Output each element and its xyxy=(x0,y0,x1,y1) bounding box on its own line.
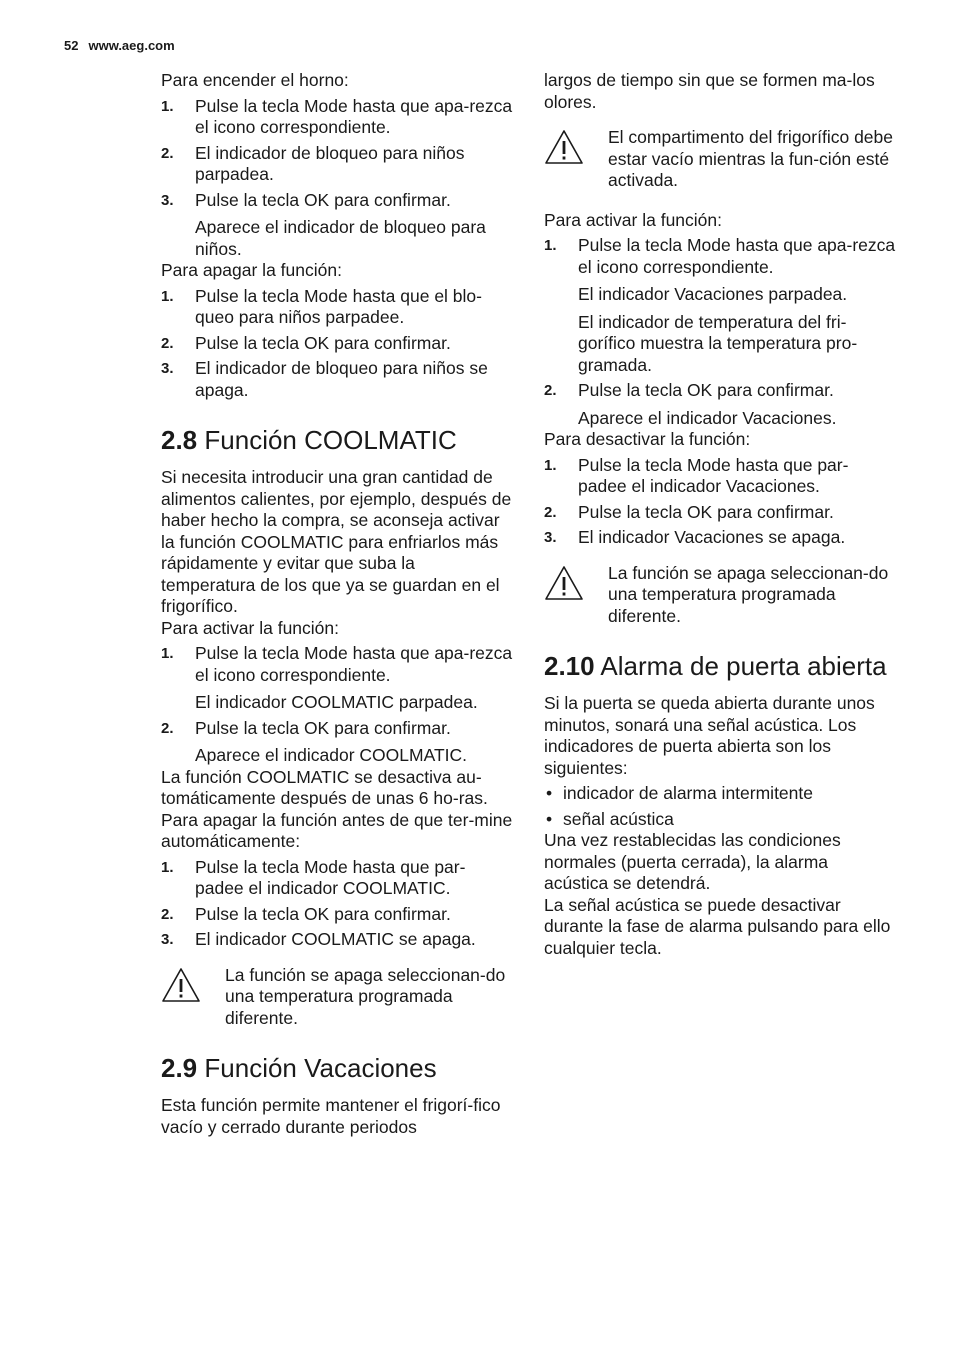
paragraph: La función COOLMATIC se desactiva au-tomáticamente después de unas 6 ho-ras. xyxy=(161,766,488,808)
left-column xyxy=(161,70,513,1138)
paragraph: Para activar la función: xyxy=(544,209,723,230)
list-item: 1. Pulse la tecla Mode hasta que apa-rezca el icono correspondiente. xyxy=(161,643,513,685)
warning-note: La función se apaga seleccionan-do una temperatura programada diferente. xyxy=(544,563,896,628)
list-item: 3. El indicador COOLMATIC se apaga. xyxy=(161,929,476,949)
page-number: 52 xyxy=(64,38,79,53)
list-item: 2. Pulse la tecla OK para confirmar. xyxy=(544,380,834,400)
paragraph: La señal acústica se puede desactivar durante la fase de alarma pulsando para ello cualquier tecla. xyxy=(544,894,891,958)
list-item: 2. Pulse la tecla OK para confirmar. xyxy=(161,717,451,738)
list-item: 2. El indicador de bloqueo para niños parpadea. xyxy=(161,142,465,184)
paragraph: Para desactivar la función: xyxy=(544,429,751,449)
warning-note: La función se apaga seleccionan-do una temperatura programada diferente. xyxy=(161,965,513,1030)
paragraph: Para activar la función: xyxy=(161,617,340,638)
paragraph: Una vez restablecidas las condiciones normales (puerta cerrada), la alarma acústica se detendrá. xyxy=(544,830,841,893)
warning-triangle-icon xyxy=(544,129,584,165)
step-note: El indicador de temperatura del fri-gorífico muestra la temperatura pro-gramada. xyxy=(578,311,858,375)
list-item: 2. Pulse la tecla OK para confirmar. xyxy=(161,332,451,353)
paragraph: Para apagar la función: xyxy=(161,260,342,280)
paragraph: largos de tiempo sin que se formen ma-los olores. xyxy=(544,70,875,112)
step-note: Aparece el indicador COOLMATIC. xyxy=(195,745,468,765)
list-item: 1. Pulse la tecla Mode hasta que par-padee el indicador Vacaciones. xyxy=(544,454,849,496)
section-heading-vacaciones: 2.9 Función Vacaciones xyxy=(161,1053,437,1083)
list-item: 2. Pulse la tecla OK para confirmar. xyxy=(544,501,834,522)
paragraph: Esta función permite mantener el frigorí-fico vacío y cerrado durante periodos xyxy=(161,1095,501,1137)
list-item: 3. El indicador de bloqueo para niños se apaga. xyxy=(161,358,488,400)
section-heading-alarma: 2.10 Alarma de puerta abierta xyxy=(544,651,887,681)
step-note: Aparece el indicador de bloqueo para niños. xyxy=(195,217,486,259)
step-note: Aparece el indicador Vacaciones. xyxy=(578,407,837,428)
list-item: 1. Pulse la tecla Mode hasta que apa-rezca el icono correspondiente. xyxy=(544,235,896,277)
right-column xyxy=(544,70,896,959)
warning-note: El compartimento del frigorífico debe estar vacío mientras la fun-ción esté activada. xyxy=(544,127,896,192)
list-item: 1. Pulse la tecla Mode hasta que el blo-queo para niños parpadee. xyxy=(161,285,482,327)
list-item: 2. Pulse la tecla OK para confirmar. xyxy=(161,903,451,924)
list-item: 3. El indicador Vacaciones se apaga. xyxy=(544,527,846,547)
paragraph: Si la puerta se queda abierta durante unos minutos, sonará una señal acústica. Los indicadores de puerta abierta son los siguientes: xyxy=(544,693,875,778)
list-item: 1. Pulse la tecla Mode hasta que apa-rezca el icono correspondiente. xyxy=(161,95,513,137)
section-heading-coolmatic: 2.8 Función COOLMATIC xyxy=(161,425,457,455)
paragraph: Para apagar la función antes de que ter-mine automáticamente: xyxy=(161,809,513,851)
bullet-item: • indicador de alarma intermitente xyxy=(546,783,813,803)
step-note: El indicador COOLMATIC parpadea. xyxy=(195,692,478,712)
list-item: 1. Pulse la tecla Mode hasta que par-padee el indicador COOLMATIC. xyxy=(161,856,466,898)
bullet-item: • señal acústica xyxy=(546,808,674,829)
paragraph: Si necesita introducir una gran cantidad de alimentos calientes, por ejemplo, después de haber hecho la compra, se aconseja activar la función COOLMATIC para enfriarlos más rápidamente y evitar que suba la temperatura de los que ya se guardan en el frigorífico. xyxy=(161,467,512,616)
paragraph: Para encender el horno: xyxy=(161,70,349,90)
website-url[interactable]: www.aeg.com xyxy=(88,38,175,53)
warning-triangle-icon xyxy=(161,967,201,1003)
list-item: 3. Pulse la tecla OK para confirmar. xyxy=(161,189,451,210)
page-header xyxy=(64,38,175,53)
step-note: El indicador Vacaciones parpadea. xyxy=(578,284,848,304)
warning-triangle-icon xyxy=(544,565,584,601)
